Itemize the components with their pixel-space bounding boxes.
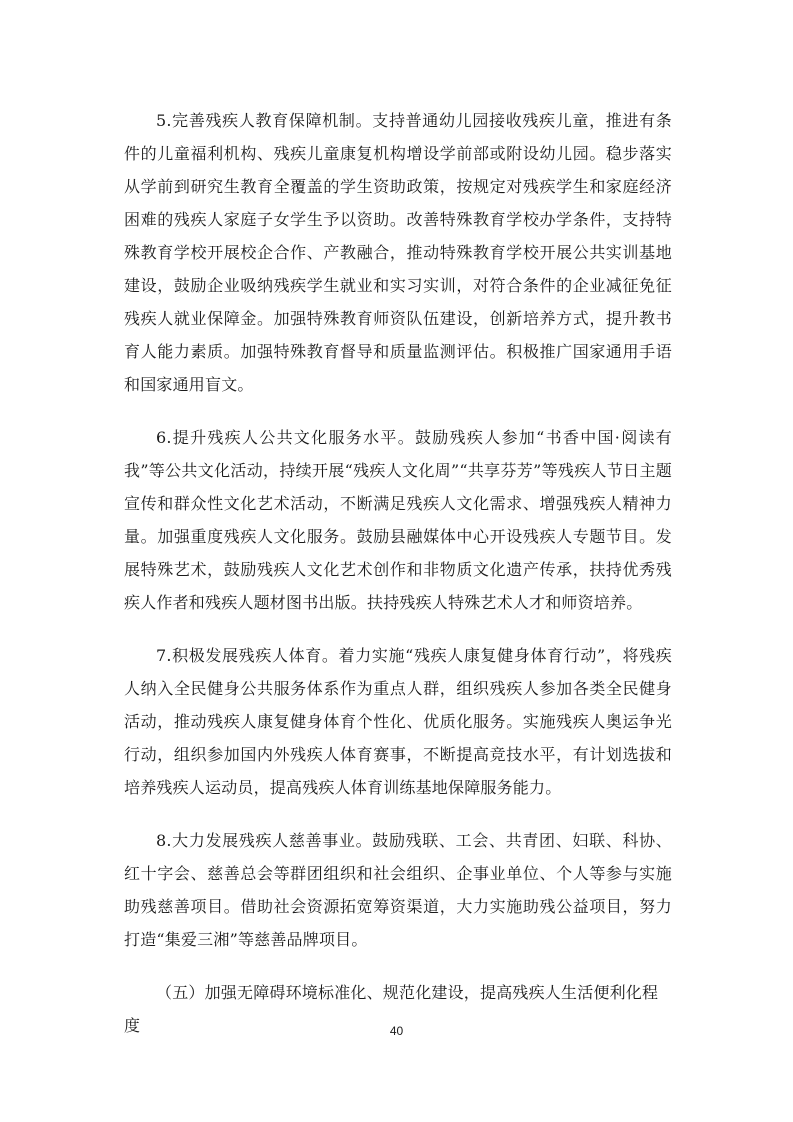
paragraph-charity: 8.大力发展残疾人慈善事业。鼓励残联、工会、共青团、妇联、科协、红十字会、慈善总会等群团组织和社会组织、企事业单位、个人等参与实施助残慈善项目。借助社会资源拓宽筹资渠道，大力实施助残公益项目，努力打造“集爱三湘”等慈善品牌项目。 <box>124 831 672 949</box>
paragraph-sports: 7.积极发展残疾人体育。着力实施“残疾人康复健身体育行动”，将残疾人纳入全民健身公共服务体系作为重点人群，组织残疾人参加各类全民健身活动，推动残疾人康复健身体育个性化、优质化服务。实施残疾人奥运争光行动，组织参加国内外残疾人体育赛事，不断提高竞技水平，有计划选拔和培养残疾人运动员，提高残疾人体育训练基地保障服务能力。 <box>124 646 672 797</box>
paragraph-culture: 6.提升残疾人公共文化服务水平。鼓励残疾人参加“书香中国·阅读有我”等公共文化活动，持续开展“残疾人文化周”“共享芬芳”等残疾人节日主题宣传和群众性文化艺术活动，不断满足残疾人文化需求、增强残疾人精神力量。加强重度残疾人文化服务。鼓励县融媒体中心开设残疾人专题节目。发展特殊艺术，鼓励残疾人文化艺术创作和非物质文化遗产传承，扶持优秀残疾人作者和残疾人题材图书出版。扶持残疾人特殊艺术人才和师资培养。 <box>124 428 672 612</box>
page-number: 40 <box>389 1024 404 1038</box>
section-heading: （五）加强无障碍环境标准化、规范化建设，提高残疾人生活便利化程度 <box>124 983 659 1035</box>
document-body <box>124 104 672 1042</box>
paragraph-education: 5.完善残疾人教育保障机制。支持普通幼儿园接收残疾儿童，推进有条件的儿童福利机构、残疾儿童康复机构增设学前部或附设幼儿园。稳步落实从学前到研究生教育全覆盖的学生资助政策，按规定对残疾学生和家庭经济困难的残疾人家庭子女学生予以资助。改善特殊教育学校办学条件，支持特殊教育学校开展校企合作、产教融合，推动特殊教育学校开展公共实训基地建设，鼓励企业吸纳残疾学生就业和实习实训，对符合条件的企业减征免征残疾人就业保障金。加强特殊教育师资队伍建设，创新培养方式，提升教书育人能力素质。加强特殊教育督导和质量监测评估。积极推广国家通用手语和国家通用盲文。 <box>124 111 672 394</box>
